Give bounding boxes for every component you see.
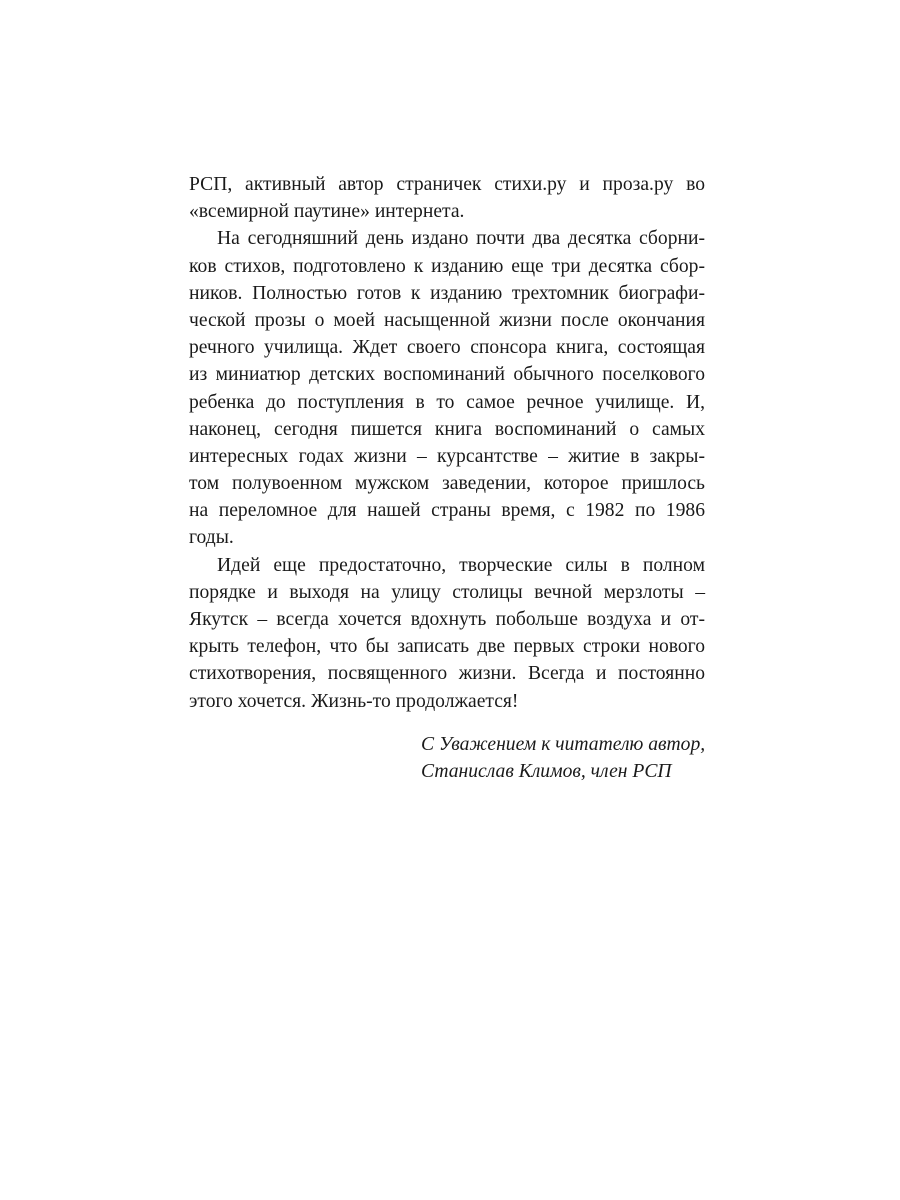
text-line: стихотворения, посвященного жизни. Всегда и постоянно <box>189 663 705 685</box>
text-line: ников. Полностью готов к изданию трехтомник биографи- <box>189 282 705 304</box>
text-line: годы. <box>189 527 234 549</box>
text-line: том полувоенном мужском заведении, которое пришлось <box>189 473 705 495</box>
text-line: Идей еще предостаточно, творческие силы в полном <box>217 554 705 576</box>
text-line: «всемирной паутине» интернета. <box>189 201 465 223</box>
paragraph-1 <box>189 171 705 225</box>
author-signature <box>421 731 705 785</box>
text-line: речного училища. Ждет своего спонсора книга, состоящая <box>189 337 705 359</box>
paragraph-3 <box>189 552 705 715</box>
text-line: интересных годах жизни – курсантстве – житие в закры- <box>189 445 705 467</box>
paragraph-2 <box>189 225 705 551</box>
text-line: ков стихов, подготовлено к изданию еще три десятка сбор- <box>189 255 705 277</box>
text-line: этого хочется. Жизнь-то продолжается! <box>189 690 519 712</box>
text-line: из миниатюр детских воспоминаний обычного поселкового <box>189 364 705 386</box>
text-line: На сегодняшний день издано почти два десятка сборни- <box>217 228 705 250</box>
signature-line-2: Станислав Климов, член РСП <box>421 761 672 783</box>
text-line: на переломное для нашей страны время, с 1982 по 1986 <box>189 500 705 522</box>
text-line: ческой прозы о моей насыщенной жизни после окончания <box>189 309 705 331</box>
text-line: Якутск – всегда хочется вдохнуть побольше воздуха и от- <box>189 609 705 630</box>
body-text <box>189 171 705 715</box>
text-line: порядке и выходя на улицу столицы вечной мерзлоты – <box>189 581 705 603</box>
text-line: ребенка до поступления в то самое речное училище. И, <box>189 391 705 413</box>
text-line: РСП, активный автор страничек стихи.ру и проза.ру во <box>189 174 705 195</box>
signature-line-1: С Уважением к читателю автор, <box>421 734 706 755</box>
text-line: крыть телефон, что бы записать две первых строки нового <box>189 636 705 658</box>
text-line: наконец, сегодня пишется книга воспоминаний о самых <box>189 418 705 440</box>
